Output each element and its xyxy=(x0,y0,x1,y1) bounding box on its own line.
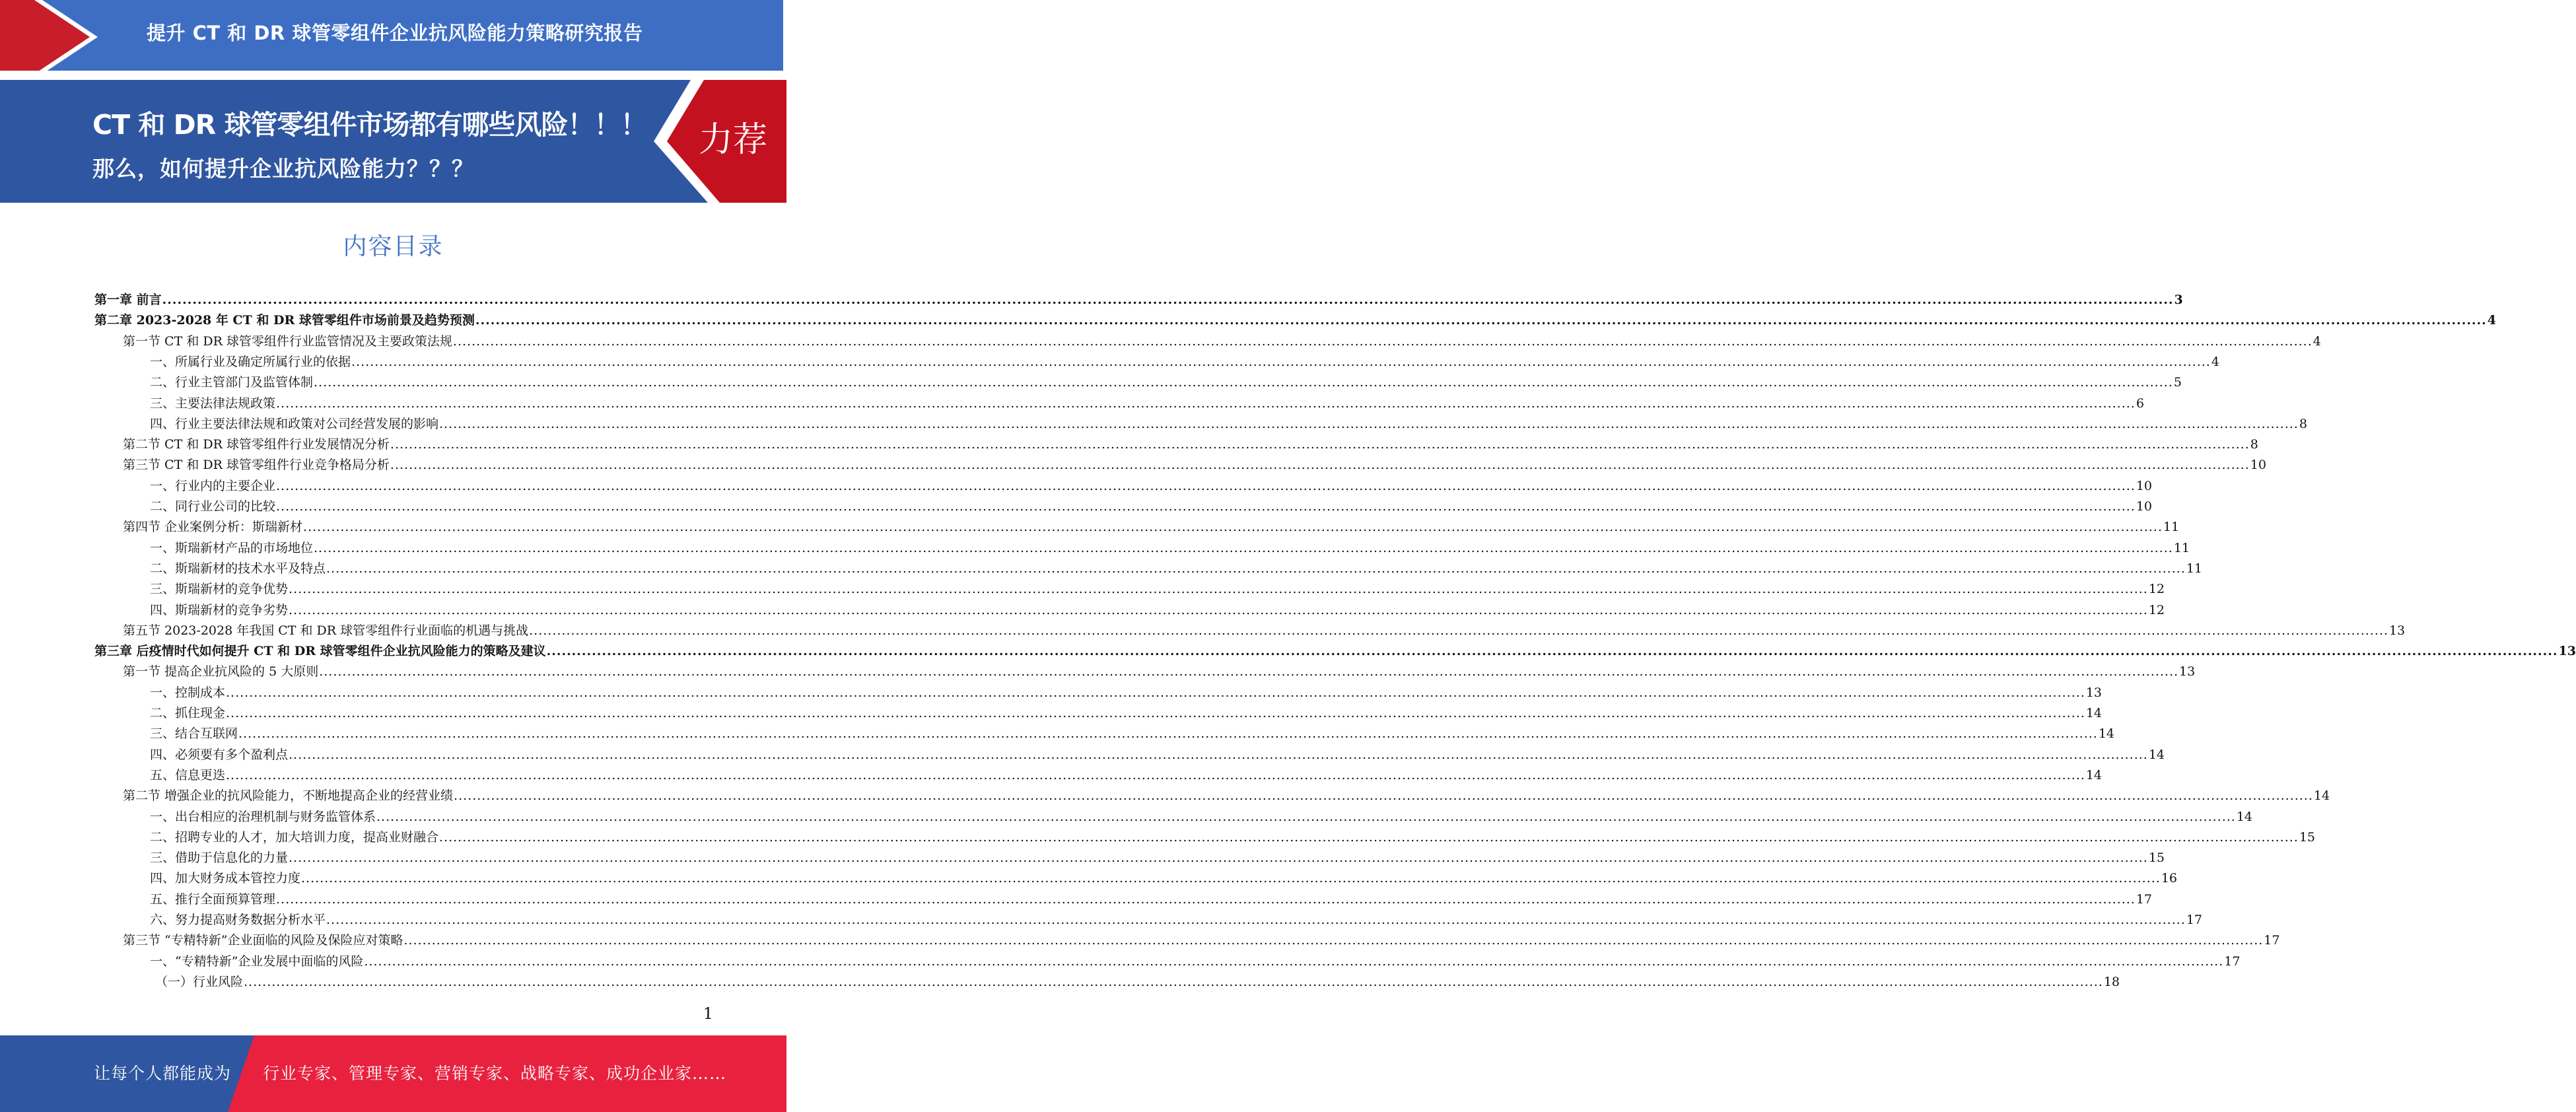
toc-dot-leader: ................................................................................................................................................................................................................................................................................................................................................................................................................ xyxy=(364,954,2224,969)
toc-entry[interactable] xyxy=(123,452,2266,473)
toc-entry-page: 15 xyxy=(2299,829,2316,845)
toc-entry[interactable] xyxy=(123,783,2330,804)
footer-slogan-left: 让每个人都能成为 xyxy=(94,1064,232,1083)
toc-entry[interactable] xyxy=(150,411,2307,432)
toc-entry[interactable] xyxy=(150,949,2241,969)
hero-headline: CT 和 DR 球管零组件市场都有哪些风险！！！ xyxy=(92,109,647,141)
toc-dot-leader: ................................................................................................................................................................................................................................................................................................................................................................................................................ xyxy=(289,747,2148,762)
toc-entry-title: 六、努力提高财务数据分析水平 xyxy=(150,913,326,927)
toc-entry-page: 10 xyxy=(2136,499,2153,514)
toc-entry-title: 四、必须要有多个盈利点 xyxy=(150,747,289,762)
toc-entry[interactable] xyxy=(150,349,2219,370)
toc-entry-page: 14 xyxy=(2313,788,2330,804)
toc-entry-page: 14 xyxy=(2085,706,2103,720)
toc-dot-leader: ................................................................................................................................................................................................................................................................................................................................................................................................................ xyxy=(390,458,2250,473)
toc-entry[interactable] xyxy=(150,887,2153,907)
toc-entry-title: 四、加大财务成本管控力度 xyxy=(150,871,301,886)
toc-entry[interactable] xyxy=(123,514,2180,535)
toc-entry-title: 第五节 2023-2028 年我国 CT 和 DR 球管零组件行业面临的机遇与挑战 xyxy=(123,623,529,638)
toc-entry[interactable] xyxy=(150,742,2165,763)
toc-entry[interactable] xyxy=(150,804,2253,825)
toc-entry-page: 11 xyxy=(2163,520,2180,535)
toc-dot-leader: ................................................................................................................................................................................................................................................................................................................................................................................................................ xyxy=(289,851,2148,866)
toc-entry-page: 14 xyxy=(2098,726,2115,742)
toc-entry[interactable] xyxy=(150,763,2103,783)
toc-dot-leader: ................................................................................................................................................................................................................................................................................................................................................................................................................ xyxy=(314,540,2173,555)
toc-dot-leader: ................................................................................................................................................................................................................................................................................................................................................................................................................ xyxy=(244,974,2103,989)
toc-dot-leader: ................................................................................................................................................................................................................................................................................................................................................................................................................ xyxy=(301,871,2161,886)
toc-entry-page: 17 xyxy=(2186,913,2203,927)
toc-dot-leader: ................................................................................................................................................................................................................................................................................................................................................................................................................ xyxy=(289,602,2148,617)
footer-banner xyxy=(0,1035,786,1112)
toc-entry-page: 11 xyxy=(2186,561,2203,576)
toc-dot-leader: ................................................................................................................................................................................................................................................................................................................................................................................................................ xyxy=(276,478,2136,493)
toc-entry-page: 4 xyxy=(2487,313,2497,328)
toc-entry-page: 13 xyxy=(2085,685,2103,700)
toc-dot-leader: ................................................................................................................................................................................................................................................................................................................................................................................................................ xyxy=(454,788,2313,804)
toc-entry[interactable] xyxy=(150,845,2165,866)
toc-entry-page: 14 xyxy=(2236,809,2253,824)
toc-dot-leader: ................................................................................................................................................................................................................................................................................................................................................................................................................ xyxy=(351,354,2211,369)
toc-entry[interactable] xyxy=(123,928,2280,948)
toc-dot-leader: ................................................................................................................................................................................................................................................................................................................................................................................................................ xyxy=(452,333,2313,349)
header-banner xyxy=(0,0,786,74)
toc-dot-leader: ................................................................................................................................................................................................................................................................................................................................................................................................................ xyxy=(314,375,2173,390)
toc-entry-title: 一、斯瑞新材产品的市场地位 xyxy=(150,540,314,555)
recommend-badge: 力荐 xyxy=(699,120,768,160)
page-number: 1 xyxy=(703,1004,713,1023)
toc-entry[interactable] xyxy=(150,866,2178,886)
toc-dot-leader: ................................................................................................................................................................................................................................................................................................................................................................................................................ xyxy=(276,891,2136,907)
toc-dot-leader: ................................................................................................................................................................................................................................................................................................................................................................................................................ xyxy=(289,582,2148,597)
footer-slogan-right: 行业专家、管理专家、营销专家、战略专家、成功企业家…… xyxy=(263,1064,727,1083)
toc-entry-title: 第二节 CT 和 DR 球管零组件行业发展情况分析 xyxy=(123,437,390,452)
toc-entry-title: 三、主要法律法规政策 xyxy=(150,396,276,411)
toc-entry-title: 五、信息更迭 xyxy=(150,767,226,782)
toc-entry-page: 10 xyxy=(2136,478,2153,493)
toc-entry-title: 五、推行全面预算管理 xyxy=(150,891,276,907)
toc-entry[interactable] xyxy=(123,329,2321,349)
toc-dot-leader: ................................................................................................................................................................................................................................................................................................................................................................................................................ xyxy=(326,913,2186,927)
toc-dot-leader: ................................................................................................................................................................................................................................................................................................................................................................................................................ xyxy=(276,499,2136,514)
toc-entry-title: 第三章 后疫情时代如何提升 CT 和 DR 球管零组件企业抗风险能力的策略及建议 xyxy=(94,644,546,659)
toc-entry-title: 三、借助于信息化的力量 xyxy=(150,851,289,866)
toc-entry[interactable] xyxy=(150,473,2153,494)
toc-entry[interactable] xyxy=(150,536,2190,556)
report-title: 提升 CT 和 DR 球管零组件企业抗风险能力策略研究报告 xyxy=(147,22,643,44)
toc-entry[interactable] xyxy=(94,639,2576,659)
toc-entry[interactable] xyxy=(150,680,2103,701)
toc-entry-page: 8 xyxy=(2299,416,2307,431)
toc-entry[interactable] xyxy=(94,287,2183,308)
toc-entry[interactable] xyxy=(150,701,2103,721)
toc-entry-page: 13 xyxy=(2388,623,2406,638)
toc-entry-title: 二、抓住现金 xyxy=(150,706,226,720)
toc-entry-page: 17 xyxy=(2224,954,2241,969)
toc-dot-leader: ................................................................................................................................................................................................................................................................................................................................................................................................................ xyxy=(319,664,2179,679)
toc-dot-leader: ................................................................................................................................................................................................................................................................................................................................................................................................................ xyxy=(238,726,2098,742)
toc-entry-page: 16 xyxy=(2161,871,2178,886)
toc-entry-title: 四、行业主要法律法规和政策对公司经营发展的影响 xyxy=(150,416,439,431)
toc-entry-title: 一、控制成本 xyxy=(150,685,226,700)
toc-entry-page: 18 xyxy=(2103,974,2120,989)
toc-entry-title: 三、斯瑞新材的竞争优势 xyxy=(150,582,289,597)
toc-dot-leader: ................................................................................................................................................................................................................................................................................................................................................................................................................ xyxy=(226,767,2085,782)
toc-entry-title: 四、斯瑞新材的竞争劣势 xyxy=(150,602,289,617)
toc-entry-page: 5 xyxy=(2173,375,2182,390)
toc-entry-title: 二、同行业公司的比较 xyxy=(150,499,276,514)
toc-dot-leader: ................................................................................................................................................................................................................................................................................................................................................................................................................ xyxy=(439,829,2299,845)
toc-entry[interactable] xyxy=(150,370,2182,390)
toc-entry-title: 二、斯瑞新材的技术水平及特点 xyxy=(150,561,326,576)
toc-entry-title: 一、出台相应的治理机制与财务监管体系 xyxy=(150,809,376,824)
toc-entry-title: 第一节 提高企业抗风险的 5 大原则 xyxy=(123,664,319,679)
toc-entry-page: 17 xyxy=(2264,933,2280,948)
toc-entry[interactable] xyxy=(150,825,2316,845)
toc-dot-leader: ................................................................................................................................................................................................................................................................................................................................................................................................................ xyxy=(162,293,2174,307)
toc-entry-title: 第二节 增强企业的抗风险能力，不断地提高企业的经营业绩 xyxy=(123,788,454,804)
toc-dot-leader: ................................................................................................................................................................................................................................................................................................................................................................................................................ xyxy=(475,313,2487,328)
toc-dot-leader: ................................................................................................................................................................................................................................................................................................................................................................................................................ xyxy=(326,561,2186,576)
toc-entry-title: 第二章 2023-2028 年 CT 和 DR 球管零组件市场前景及趋势预测 xyxy=(94,313,475,328)
toc-entry-title: 第一节 CT 和 DR 球管零组件行业监管情况及主要政策法规 xyxy=(123,333,452,349)
toc-entry-title: 二、行业主管部门及监管体制 xyxy=(150,375,314,390)
toc-dot-leader: ................................................................................................................................................................................................................................................................................................................................................................................................................ xyxy=(439,416,2299,431)
toc-entry[interactable] xyxy=(150,907,2203,928)
toc-entry-page: 10 xyxy=(2250,458,2266,473)
toc-heading: 内容目录 xyxy=(343,233,444,260)
toc-entry[interactable] xyxy=(94,308,2497,328)
toc-dot-leader: ................................................................................................................................................................................................................................................................................................................................................................................................................ xyxy=(390,437,2250,452)
hero-subheadline: 那么，如何提升企业抗风险能力？？？ xyxy=(92,156,474,182)
toc-entry-page: 3 xyxy=(2174,293,2183,307)
hero-banner xyxy=(0,80,786,203)
toc-dot-leader: ................................................................................................................................................................................................................................................................................................................................................................................................................ xyxy=(303,520,2163,535)
toc-entry-page: 4 xyxy=(2313,333,2321,349)
toc-entry-title: 第三节 “专精特新”企业面临的风险及保险应对策略 xyxy=(123,933,403,948)
toc-entry[interactable] xyxy=(150,576,2165,597)
toc-entry[interactable] xyxy=(150,598,2165,618)
toc-dot-leader: ................................................................................................................................................................................................................................................................................................................................................................................................................ xyxy=(529,623,2388,638)
toc-entry-page: 6 xyxy=(2136,396,2144,411)
toc-entry-page: 15 xyxy=(2148,851,2165,866)
toc-entry[interactable] xyxy=(150,721,2115,742)
toc-entry[interactable] xyxy=(123,432,2258,452)
toc-entry-title: 第四节 企业案例分析：斯瑞新材 xyxy=(123,520,303,535)
toc-entry[interactable] xyxy=(150,556,2203,576)
toc-entry-page: 4 xyxy=(2211,354,2219,369)
toc-entry-title: 一、所属行业及确定所属行业的依据 xyxy=(150,354,351,369)
toc-entry-page: 13 xyxy=(2558,644,2576,659)
toc-entry-page: 17 xyxy=(2136,891,2153,907)
toc-entry-page: 12 xyxy=(2148,582,2165,597)
toc-entry-title: 三、结合互联网 xyxy=(150,726,238,742)
toc-entry[interactable] xyxy=(123,618,2406,639)
toc-entry-page: 14 xyxy=(2148,747,2165,762)
toc-entry-title: 一、行业内的主要企业 xyxy=(150,478,276,493)
toc-entry-title: 二、招聘专业的人才，加大培训力度，提高业财融合 xyxy=(150,829,439,845)
toc-entry-title: 一、“专精特新”企业发展中面临的风险 xyxy=(150,954,364,969)
toc-entry-title: 第一章 前言 xyxy=(94,293,162,307)
toc-dot-leader: ................................................................................................................................................................................................................................................................................................................................................................................................................ xyxy=(403,933,2264,948)
toc-dot-leader: ................................................................................................................................................................................................................................................................................................................................................................................................................ xyxy=(226,706,2085,720)
toc-entry-page: 8 xyxy=(2250,437,2258,452)
toc-entry-page: 11 xyxy=(2173,540,2190,555)
toc-dot-leader: ................................................................................................................................................................................................................................................................................................................................................................................................................ xyxy=(276,396,2136,411)
toc-dot-leader: ................................................................................................................................................................................................................................................................................................................................................................................................................ xyxy=(376,809,2236,824)
toc-entry[interactable] xyxy=(123,659,2196,679)
toc-dot-leader: ................................................................................................................................................................................................................................................................................................................................................................................................................ xyxy=(546,644,2558,659)
toc-entry[interactable] xyxy=(150,391,2144,411)
toc-entry-title: 第三节 CT 和 DR 球管零组件行业竞争格局分析 xyxy=(123,458,390,473)
toc-entry-page: 12 xyxy=(2148,602,2165,617)
toc-entry[interactable] xyxy=(150,494,2153,514)
toc-entry-page: 14 xyxy=(2085,767,2103,782)
toc-entry-title: （一）行业风险 xyxy=(155,974,244,989)
toc-entry[interactable] xyxy=(155,969,2120,990)
toc-entry-page: 13 xyxy=(2179,664,2196,679)
toc-dot-leader: ................................................................................................................................................................................................................................................................................................................................................................................................................ xyxy=(226,685,2085,700)
